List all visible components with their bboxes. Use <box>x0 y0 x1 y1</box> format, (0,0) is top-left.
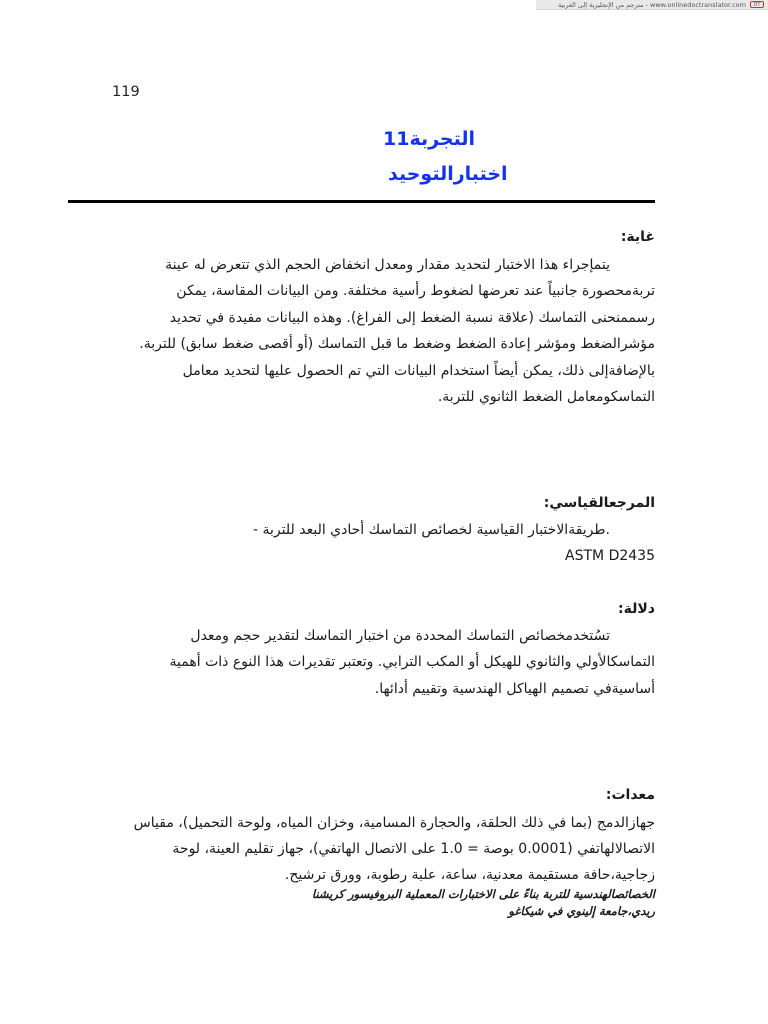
experiment-subtitle: اختبارالتوحيد <box>388 163 508 185</box>
experiment-title: التجربة11 <box>383 128 476 150</box>
significance-heading: دلالة: <box>618 601 655 617</box>
page-number: 119 <box>112 84 140 100</box>
title-divider <box>68 200 655 203</box>
purpose-line: التماسكومعامل الضغط الثانوي للتربة. <box>437 389 655 405</box>
equipment-heading: معدات: <box>605 787 655 803</box>
significance-line: أساسيةفي تصميم الهياكل الهندسية وتقييم أدائها. <box>374 681 655 697</box>
translator-banner-text: www.onlinedoctranslator.com - مترجم من الإنجليزية إلى العربية <box>557 0 746 9</box>
standard-code: ASTM D2435 <box>565 548 655 564</box>
purpose-heading: غاية: <box>620 229 655 245</box>
significance-line: تسُتخدمخصائص التماسك المحددة من اختبار التماسك لتقدير حجم ومعدل <box>190 628 610 644</box>
equipment-line: جهازالدمج (بما في ذلك الحلقة، والحجارة المسامية، وخزان المياه، ولوحة التحميل)، مقياس <box>133 815 655 831</box>
equipment-line: زجاجية،حافة مستقيمة معدنية، ساعة، علبة رطوبة، وورق ترشيح. <box>284 867 655 883</box>
footnote-line: الخصائصالهندسية للتربة بناءً على الاختبارات المعملية البروفيسور كريشنا <box>311 887 655 901</box>
standard-line: .طريقةالاختبار القياسية لخصائص التماسك أحادي البعد للتربة - <box>253 522 610 538</box>
significance-line: التماسكالأولي والثانوي للهيكل أو المكب الترابي. وتعتبر تقديرات هذا النوع ذات أهمية <box>169 654 655 670</box>
purpose-line: يتمإجراء هذا الاختبار لتحديد مقدار ومعدل انخفاض الحجم الذي تتعرض له عينة <box>165 257 610 273</box>
purpose-line: تربةمحصورة جانبياً عند تعرضها لضغوط رأسية مختلفة. ومن البيانات المقاسة، يمكن <box>176 283 655 299</box>
equipment-line: الاتصالالهاتفي (0.0001 بوصة = 1.0 على الاتصال الهاتفي)، جهاز تقليم العينة، لوحة <box>172 841 655 857</box>
translator-banner <box>536 0 768 10</box>
standard-heading: المرجعالقياسي: <box>543 495 655 511</box>
purpose-line: مؤشرالضغط ومؤشر إعادة الضغط وضغط ما قبل التماسك (أو أقصى ضغط سابق) للتربة. <box>139 336 655 352</box>
purpose-line: رسممنحنى التماسك (علاقة نسبة الضغط إلى الفراغ). وهذه البيانات مفيدة في تحديد <box>169 310 655 326</box>
footnote-line: ريدي،جامعة إلينوي في شيكاغو <box>508 904 655 918</box>
translator-logo-icon: DT <box>750 1 764 8</box>
purpose-line: بالإضافةإلى ذلك، يمكن أيضاً استخدام البيانات التي تم الحصول عليها لتحديد معامل <box>182 363 655 379</box>
